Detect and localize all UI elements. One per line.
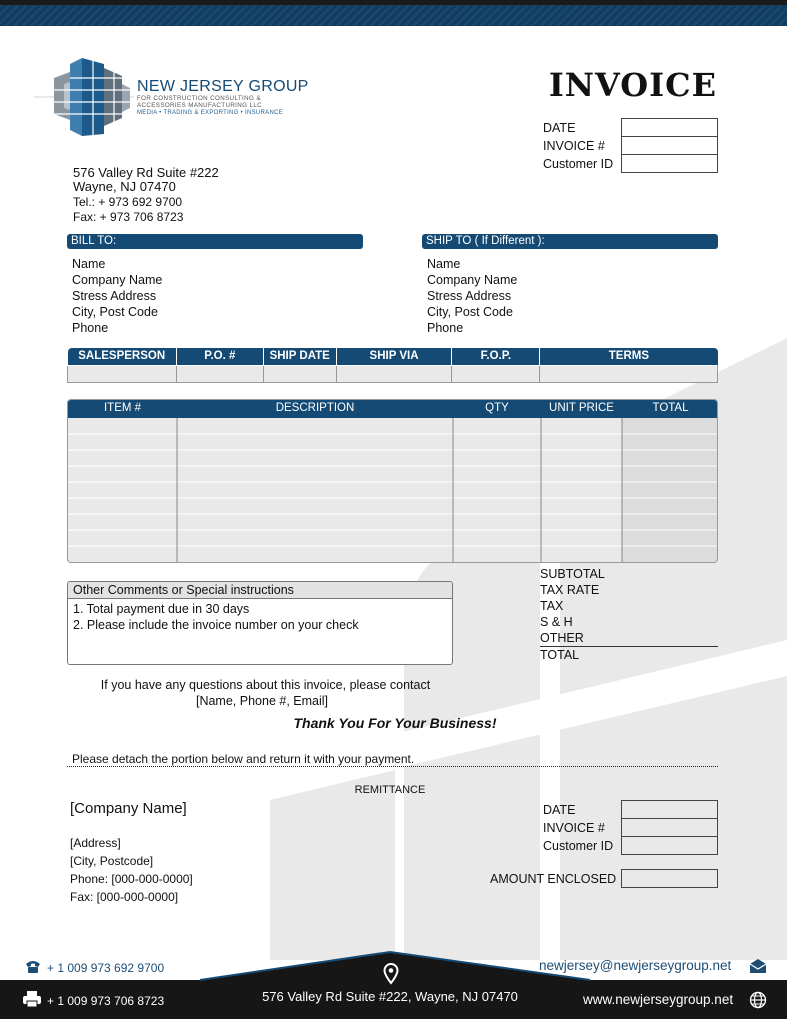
footer-phone: + 1 009 973 692 9700 xyxy=(47,961,165,975)
thank-you: Thank You For Your Business! xyxy=(293,715,497,731)
order-info-table xyxy=(67,348,718,383)
remit-phone: Phone: [000-000-0000] xyxy=(70,872,193,886)
detach-line xyxy=(67,766,718,767)
date-field[interactable] xyxy=(621,118,718,137)
bill-to-street[interactable]: Stress Address xyxy=(72,289,157,303)
tax-label: TAX xyxy=(540,599,564,613)
ship-via-field[interactable] xyxy=(336,365,452,382)
contact-line-1: If you have any questions about this invoice, please contact xyxy=(100,678,431,692)
col-qty: QTY xyxy=(453,402,541,414)
comment-line-2: 2. Please include the invoice number on your check xyxy=(73,618,359,632)
items-grid-lines xyxy=(68,418,718,563)
col-total: TOTAL xyxy=(622,402,718,414)
col-po: P.O. # xyxy=(176,348,263,365)
footer-fax: + 1 009 973 706 8723 xyxy=(47,994,165,1008)
ship-to-name[interactable]: Name xyxy=(427,257,461,271)
col-ship-date: SHIP DATE xyxy=(263,348,336,365)
remit-customer-label: Customer ID xyxy=(543,839,614,853)
remit-city: [City, Postcode] xyxy=(70,854,154,868)
invoice-title: INVOICE xyxy=(548,66,717,104)
ship-to-company[interactable]: Company Name xyxy=(427,273,518,287)
col-terms: TERMS xyxy=(540,348,718,365)
col-unit-price: UNIT PRICE xyxy=(541,402,622,414)
tax-rate-label: TAX RATE xyxy=(540,583,600,597)
comments-box[interactable] xyxy=(67,581,453,665)
location-pin-icon xyxy=(383,963,399,985)
ship-to-block xyxy=(427,256,517,336)
remit-company: [Company Name] xyxy=(70,800,187,817)
company-address-2: Wayne, NJ 07470 xyxy=(73,179,176,194)
comments-header: Other Comments or Special instructions xyxy=(68,582,452,599)
comment-line-1: 1. Total payment due in 30 days xyxy=(73,602,250,616)
company-tel: Tel.: + 973 692 9700 xyxy=(73,195,183,209)
top-banner xyxy=(0,5,787,26)
invoice-number-label: INVOICE # xyxy=(543,139,605,153)
terms-field[interactable] xyxy=(540,365,718,382)
company-fax: Fax: + 973 706 8723 xyxy=(73,210,184,224)
col-fop: F.O.P. xyxy=(452,348,540,365)
col-item-number: ITEM # xyxy=(68,402,177,414)
bill-to-phone[interactable]: Phone xyxy=(72,321,109,335)
po-field[interactable] xyxy=(176,365,263,382)
salesperson-field[interactable] xyxy=(68,365,177,382)
remittance-title: REMITTANCE xyxy=(354,784,426,796)
amount-enclosed-label: AMOUNT ENCLOSED xyxy=(490,872,617,886)
customer-id-label: Customer ID xyxy=(543,157,614,171)
email-icon xyxy=(749,958,767,974)
remit-date-field[interactable] xyxy=(621,800,718,819)
other-label: OTHER xyxy=(540,630,718,647)
footer-website[interactable]: www.newjerseygroup.net xyxy=(583,992,734,1007)
contact-line-2: [Name, Phone #, Email] xyxy=(195,694,328,708)
logo-building-icon xyxy=(34,56,134,138)
logo-tagline: MEDIA • TRADING & EXPORTING • INSURANCE xyxy=(137,110,284,116)
fax-icon xyxy=(22,990,42,1008)
detach-note: Please detach the portion below and return it with your payment. xyxy=(72,752,415,766)
ship-to-city[interactable]: City, Post Code xyxy=(427,305,513,319)
col-ship-via: SHIP VIA xyxy=(336,348,452,365)
totals-block xyxy=(540,566,718,663)
bill-to-company[interactable]: Company Name xyxy=(72,273,163,287)
col-salesperson: SALESPERSON xyxy=(68,348,177,365)
bill-to-name[interactable]: Name xyxy=(72,257,106,271)
remit-invoice-label: INVOICE # xyxy=(543,821,605,835)
ship-date-field[interactable] xyxy=(263,365,336,382)
items-table xyxy=(67,399,718,563)
ship-to-street[interactable]: Stress Address xyxy=(427,289,512,303)
remit-fax: Fax: [000-000-0000] xyxy=(70,890,179,904)
subtotal-label: SUBTOTAL xyxy=(540,567,605,581)
remit-customer-field[interactable] xyxy=(621,836,718,855)
company-address-1: 576 Valley Rd Suite #222 xyxy=(73,165,219,180)
total-label: TOTAL xyxy=(540,648,580,662)
logo-name: NEW JERSEY GROUP xyxy=(137,78,309,95)
customer-id-field[interactable] xyxy=(621,154,718,173)
remit-date-label: DATE xyxy=(543,803,576,817)
remit-invoice-field[interactable] xyxy=(621,818,718,837)
date-label: DATE xyxy=(543,121,576,135)
ship-to-phone[interactable]: Phone xyxy=(427,321,464,335)
sh-label: S & H xyxy=(540,615,573,629)
footer-email[interactable]: newjersey@newjerseygroup.net xyxy=(539,958,732,973)
bill-to-city[interactable]: City, Post Code xyxy=(72,305,158,319)
amount-enclosed-field[interactable] xyxy=(621,869,718,888)
logo-subtitle: FOR CONSTRUCTION CONSULTING & ACCESSORIES MANUFACTURING LLC xyxy=(137,95,263,109)
ship-to-header: SHIP TO ( If Different ): xyxy=(422,234,718,249)
globe-icon xyxy=(749,991,767,1009)
fop-field[interactable] xyxy=(452,365,540,382)
phone-icon xyxy=(24,958,42,974)
bill-to-block xyxy=(72,256,162,336)
bill-to-header: BILL TO: xyxy=(67,234,363,249)
invoice-number-field[interactable] xyxy=(621,136,718,155)
footer-address: 576 Valley Rd Suite #222, Wayne, NJ 07470 xyxy=(262,989,518,1004)
col-description: DESCRIPTION xyxy=(177,402,453,414)
remit-address: [Address] xyxy=(70,836,121,850)
